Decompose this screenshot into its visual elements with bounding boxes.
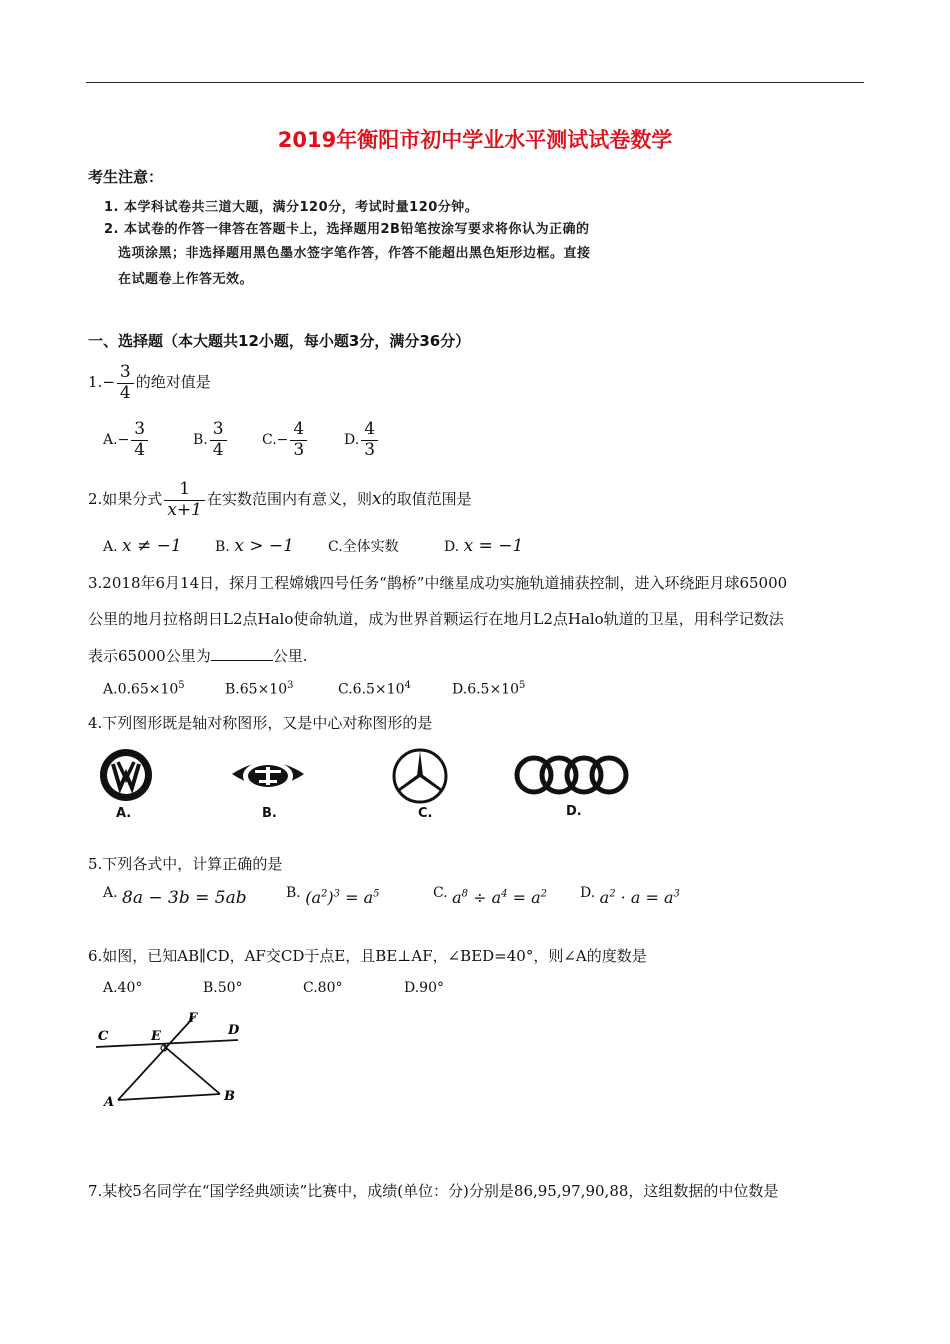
question-4: 4.下列图形既是轴对称图形，又是中心对称图形的是 (88, 714, 433, 732)
q1-option-d-frac (361, 420, 378, 460)
q2-frac-num: 1 (179, 479, 191, 499)
question-7: 7.某校5名同学在“国学经典颂读”比赛中，成绩(单位：分)分别是86,95,97,90,88，这组数据的中位数是 (88, 1182, 779, 1200)
notice-line-4: 在试题卷上作答无效。 (118, 272, 254, 287)
q1-option-a-frac (131, 420, 148, 460)
q5-option-c-expr: $a^8 \div a^4 = a^2$ (452, 888, 548, 907)
q5-option-d-expr: $a^2 \cdot a = a^3$ (599, 888, 680, 907)
q2-option-c-label: C. (328, 539, 343, 555)
q6-option-c[interactable]: C.80° (303, 980, 343, 996)
q3-line-3b: 公里. (272, 647, 308, 665)
question-2 (88, 480, 472, 520)
label-b: B (224, 1089, 235, 1104)
q1-frac-num: 3 (119, 362, 131, 382)
q2-option-c-expr: 全体实数 (342, 539, 399, 555)
q3-option-b-label: B. (225, 681, 240, 698)
q2-option-b-label: B. (215, 539, 230, 555)
label-a: A (104, 1095, 115, 1110)
q6-option-d[interactable]: D.90° (404, 980, 444, 996)
q1-option-b-label: B. (193, 432, 208, 449)
q3-option-b-base: 65×10 (239, 681, 288, 698)
q5-option-a-label: A. (103, 885, 118, 901)
question-5: 5.下列各式中，计算正确的是 (88, 855, 283, 873)
mercedes-logo-icon[interactable] (390, 746, 450, 806)
q3-option-d-label: D. (452, 681, 468, 698)
q3-answer-blank[interactable] (211, 646, 273, 661)
q3-option-a-base: 0.65×10 (117, 681, 179, 698)
q3-option-c[interactable] (338, 680, 411, 698)
q1-option-b-frac (210, 420, 227, 460)
q2-option-a[interactable] (103, 536, 182, 556)
q2-middle: 在实数范围内有意义，则 (206, 490, 372, 509)
label-d: D (228, 1023, 240, 1038)
q3-option-b[interactable] (225, 680, 293, 698)
q3-option-d-exp: 5 (519, 680, 526, 691)
q3-option-c-label: C. (338, 681, 353, 698)
q1-minus: − (102, 373, 115, 392)
q1-option-c-sign: − (276, 432, 289, 449)
q1-option-d-num: 4 (364, 419, 376, 439)
notice-line-2: 2. 本试卷的作答一律答在答题卡上，选择题用2B铅笔按涂写要求将你认为正确的 (104, 222, 590, 237)
q1-option-d[interactable] (344, 420, 380, 460)
q3-option-d-base: 6.5×10 (467, 681, 519, 698)
geometry-figure (88, 1010, 248, 1110)
q2-option-a-expr: x ≠ −1 (122, 536, 182, 556)
q3-option-a[interactable] (103, 680, 185, 698)
notice-heading: 考生注意： (88, 168, 164, 186)
section-heading: 一、选择题（本大题共12小题，每小题3分，满分36分） (88, 332, 471, 350)
q2-option-b-expr: x > −1 (234, 536, 294, 556)
q2-option-d[interactable] (444, 536, 523, 556)
q6-option-a[interactable]: A.40° (103, 980, 143, 996)
q1-number: 1. (88, 373, 103, 392)
q1-option-a-num: 3 (134, 419, 146, 439)
q2-frac-den: x+1 (164, 500, 205, 521)
vw-logo-icon[interactable] (96, 746, 156, 804)
page-title: 2019年衡阳市初中学业水平测试试卷数学 (277, 128, 673, 152)
q1-frac-den: 4 (117, 383, 134, 404)
q5-option-b-label: B. (286, 885, 301, 901)
notice-line-1: 1. 本学科试卷共三道大题，满分120分，考试时量120分钟。 (104, 200, 479, 215)
q1-option-c-den: 3 (290, 440, 307, 461)
q3-line-1: 3.2018年6月14日，探月工程嫦娥四号任务“鹊桥”中继星成功实施轨道捕获控制，进入环绕距月球65000 (88, 574, 788, 592)
faw-logo-icon[interactable] (228, 752, 308, 802)
top-rule (86, 82, 864, 83)
q3-line-2: 公里的地月拉格朗日L2点Halo使命轨道，成为世界首颗运行在地月L2点Halo轨道的卫星，用科学记数法 (88, 610, 784, 628)
label-c: C (98, 1029, 109, 1044)
q2-option-c[interactable] (328, 536, 399, 556)
question-6: 6.如图，已知AB∥CD，AF交CD于点E，且BE⊥AF，∠BED=40°，则∠A的度数是 (88, 947, 647, 965)
q3-option-c-base: 6.5×10 (352, 681, 405, 698)
question-1 (88, 363, 211, 403)
q1-option-c-label: C. (262, 432, 277, 449)
q1-option-c-num: 4 (293, 419, 305, 439)
q3-option-a-exp: 5 (178, 680, 185, 691)
q2-prefix: 2.如果分式 (88, 490, 163, 509)
label-e: E (151, 1029, 161, 1044)
q1-option-a[interactable] (103, 420, 150, 460)
q4-label-d: D. (566, 804, 582, 819)
q2-option-d-expr: x = −1 (463, 536, 524, 556)
q1-option-a-label: A. (103, 432, 118, 449)
q2-option-a-label: A. (103, 539, 118, 555)
q5-option-a-expr: 8a − 3b = 5ab (122, 888, 247, 908)
q5-option-b[interactable] (286, 885, 380, 907)
q1-option-b-num: 3 (212, 419, 224, 439)
q1-option-c-frac (290, 420, 307, 460)
q5-option-b-expr: $(a^2)^3 = a^5$ (305, 888, 380, 907)
q1-option-a-sign: − (117, 432, 130, 449)
q1-text: 的绝对值是 (135, 373, 211, 392)
q4-label-c: C. (418, 806, 433, 821)
q5-option-d-label: D. (580, 885, 596, 901)
q2-var: x (371, 489, 382, 510)
q6-option-b[interactable]: B.50° (203, 980, 243, 996)
q2-option-b[interactable] (215, 536, 294, 556)
q5-option-d[interactable] (580, 885, 680, 907)
line-ab (118, 1094, 220, 1100)
q5-option-c[interactable] (433, 885, 548, 907)
q2-suffix: 的取值范围是 (381, 490, 472, 509)
q1-option-b-den: 4 (210, 440, 227, 461)
q2-option-d-label: D. (444, 539, 460, 555)
q1-fraction (117, 363, 134, 403)
q3-option-a-label: A. (103, 681, 118, 698)
q3-option-c-exp: 4 (404, 680, 411, 691)
q5-option-a[interactable] (103, 885, 247, 908)
q4-label-a: A. (116, 806, 132, 821)
q4-label-b: B. (262, 806, 277, 821)
q5-option-c-label: C. (433, 885, 448, 901)
q1-option-d-label: D. (344, 432, 360, 449)
q3-line-3 (88, 645, 308, 666)
q1-option-c[interactable] (262, 420, 309, 460)
audi-logo-icon[interactable] (512, 752, 632, 798)
label-f: F (188, 1011, 198, 1026)
q3-option-d[interactable] (452, 680, 525, 698)
q2-fraction (164, 480, 205, 520)
q1-option-d-den: 3 (361, 440, 378, 461)
q3-line-3a: 表示65000公里为 (88, 647, 211, 665)
q1-option-a-den: 4 (131, 440, 148, 461)
line-be (164, 1046, 220, 1094)
q1-option-b[interactable] (193, 420, 229, 460)
q3-option-b-exp: 3 (287, 680, 294, 691)
notice-line-3: 选项涂黑；非选择题用黑色墨水签字笔作答，作答不能超出黑色矩形边框。直接 (118, 246, 591, 261)
